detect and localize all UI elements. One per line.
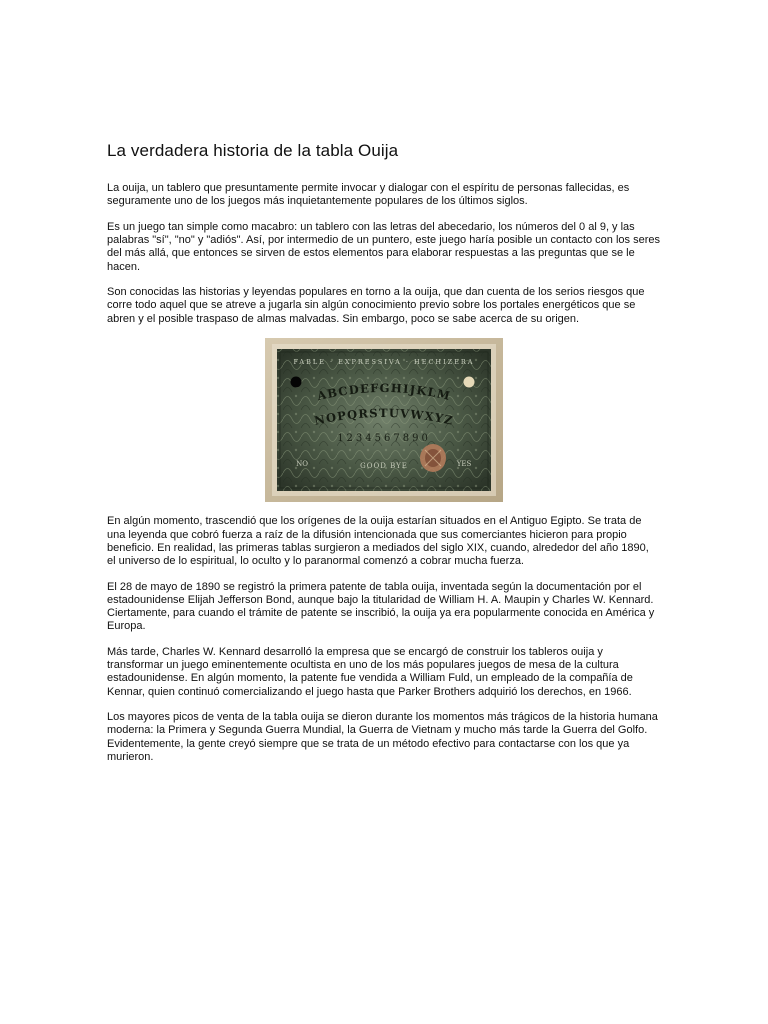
paragraph-origins: En algún momento, trascendió que los orígenes de la ouija estarían situados en el Antiguo Egipto. Se trata de una leyenda que cobró fuerza a raíz de la difusión intencionada que sus comerciantes hicieron para propio beneficio. En realidad, las primeras tablas surgieron a mediados del siglo XIX, cuando, alrededor del año 1890, el universo de lo espiritual, lo oculto y lo paranormal comenzó a cobrar mucha fuerza.: [107, 515, 649, 567]
paragraph-patent: El 28 de mayo de 1890 se registró la primera patente de tabla ouija, inventada según la documentación por el estadounidense Elijah Jefferson Bond, aunque bajo la titularidad de William H. A. Maupin y Charles W. Kennard. Ciertamente, para cuando el trámite de patente se inscribió, la ouija ya era popularmente conocida en América y Europa.: [107, 580, 655, 633]
board-letters-row2: NOPQRSTUVWXYZ: [312, 406, 456, 429]
board-no-word: NO: [296, 460, 308, 469]
paragraph-legends: Son conocidas las historias y leyendas populares en torno a la ouija, que dan cuenta de los serios riesgos que corre todo aquel que se atreve a jugarla sin algún conocimiento previo sobre los portales energéticos que se abren y el posible traspaso de almas malvadas. Sin embargo, poco se sabe acerca de su origen.: [107, 286, 645, 325]
board-yes-word: YES: [456, 460, 472, 469]
moon-symbol: [291, 377, 302, 388]
ouija-board-photo: [265, 338, 503, 502]
paragraph-kennard: Más tarde, Charles W. Kennard desarrolló la empresa que se encargó de construir los tableros ouija y transformar un juego eminentemente ocultista en uno de los más populares juegos de mesa de la cultura estadounidense. En algún momento, la patente fue vendida a William Fuld, un empleado de la compañía de Kennar, quien continuó comercializando el juego hasta que Parker Brothers adquirió los derechos, en 1966.: [107, 645, 633, 698]
board-top-text: FABLE · EXPRESSIVA · HECHIZERA: [293, 358, 475, 367]
board-emblem: [420, 444, 446, 472]
document-title: La verdadera historia de la tabla Ouija: [107, 141, 399, 160]
paragraph-description: Es un juego tan simple como macabro: un tablero con las letras del abecedario, los números del 0 al 9, y las palabras "sí", "no" y "adiós". Así, por intermedio de un puntero, este juego haría posible un contacto con los seres del más allá, que entonces se sirven de estos elementos para elaborar respuestas a las preguntas que se le hacen.: [107, 220, 660, 273]
board-goodbye-word: GOOD BYE: [360, 462, 408, 471]
paragraph-sales: Los mayores picos de venta de la tabla ouija se dieron durante los momentos más trágicos de la historia humana moderna: la Primera y Segunda Guerra Mundial, la Guerra de Vietnam y mucho más tarde la Guerra del Golfo. Evidentemente, la gente creyó siempre que se trata de un método efectivo para contactarse con los que ya murieron.: [107, 711, 658, 763]
ouija-board-image: [265, 338, 503, 502]
paragraph-intro: La ouija, un tablero que presuntamente permite invocar y dialogar con el espíritu de personas fallecidas, es seguramente uno de los juegos más inquietantemente populares de los últimos siglos.: [107, 182, 630, 208]
sun-symbol: [464, 377, 475, 388]
board-letters-row1: ABCDEFGHIJKLM: [315, 381, 453, 404]
document-page: [107, 140, 660, 777]
board-numbers: 1234567890: [337, 433, 431, 445]
